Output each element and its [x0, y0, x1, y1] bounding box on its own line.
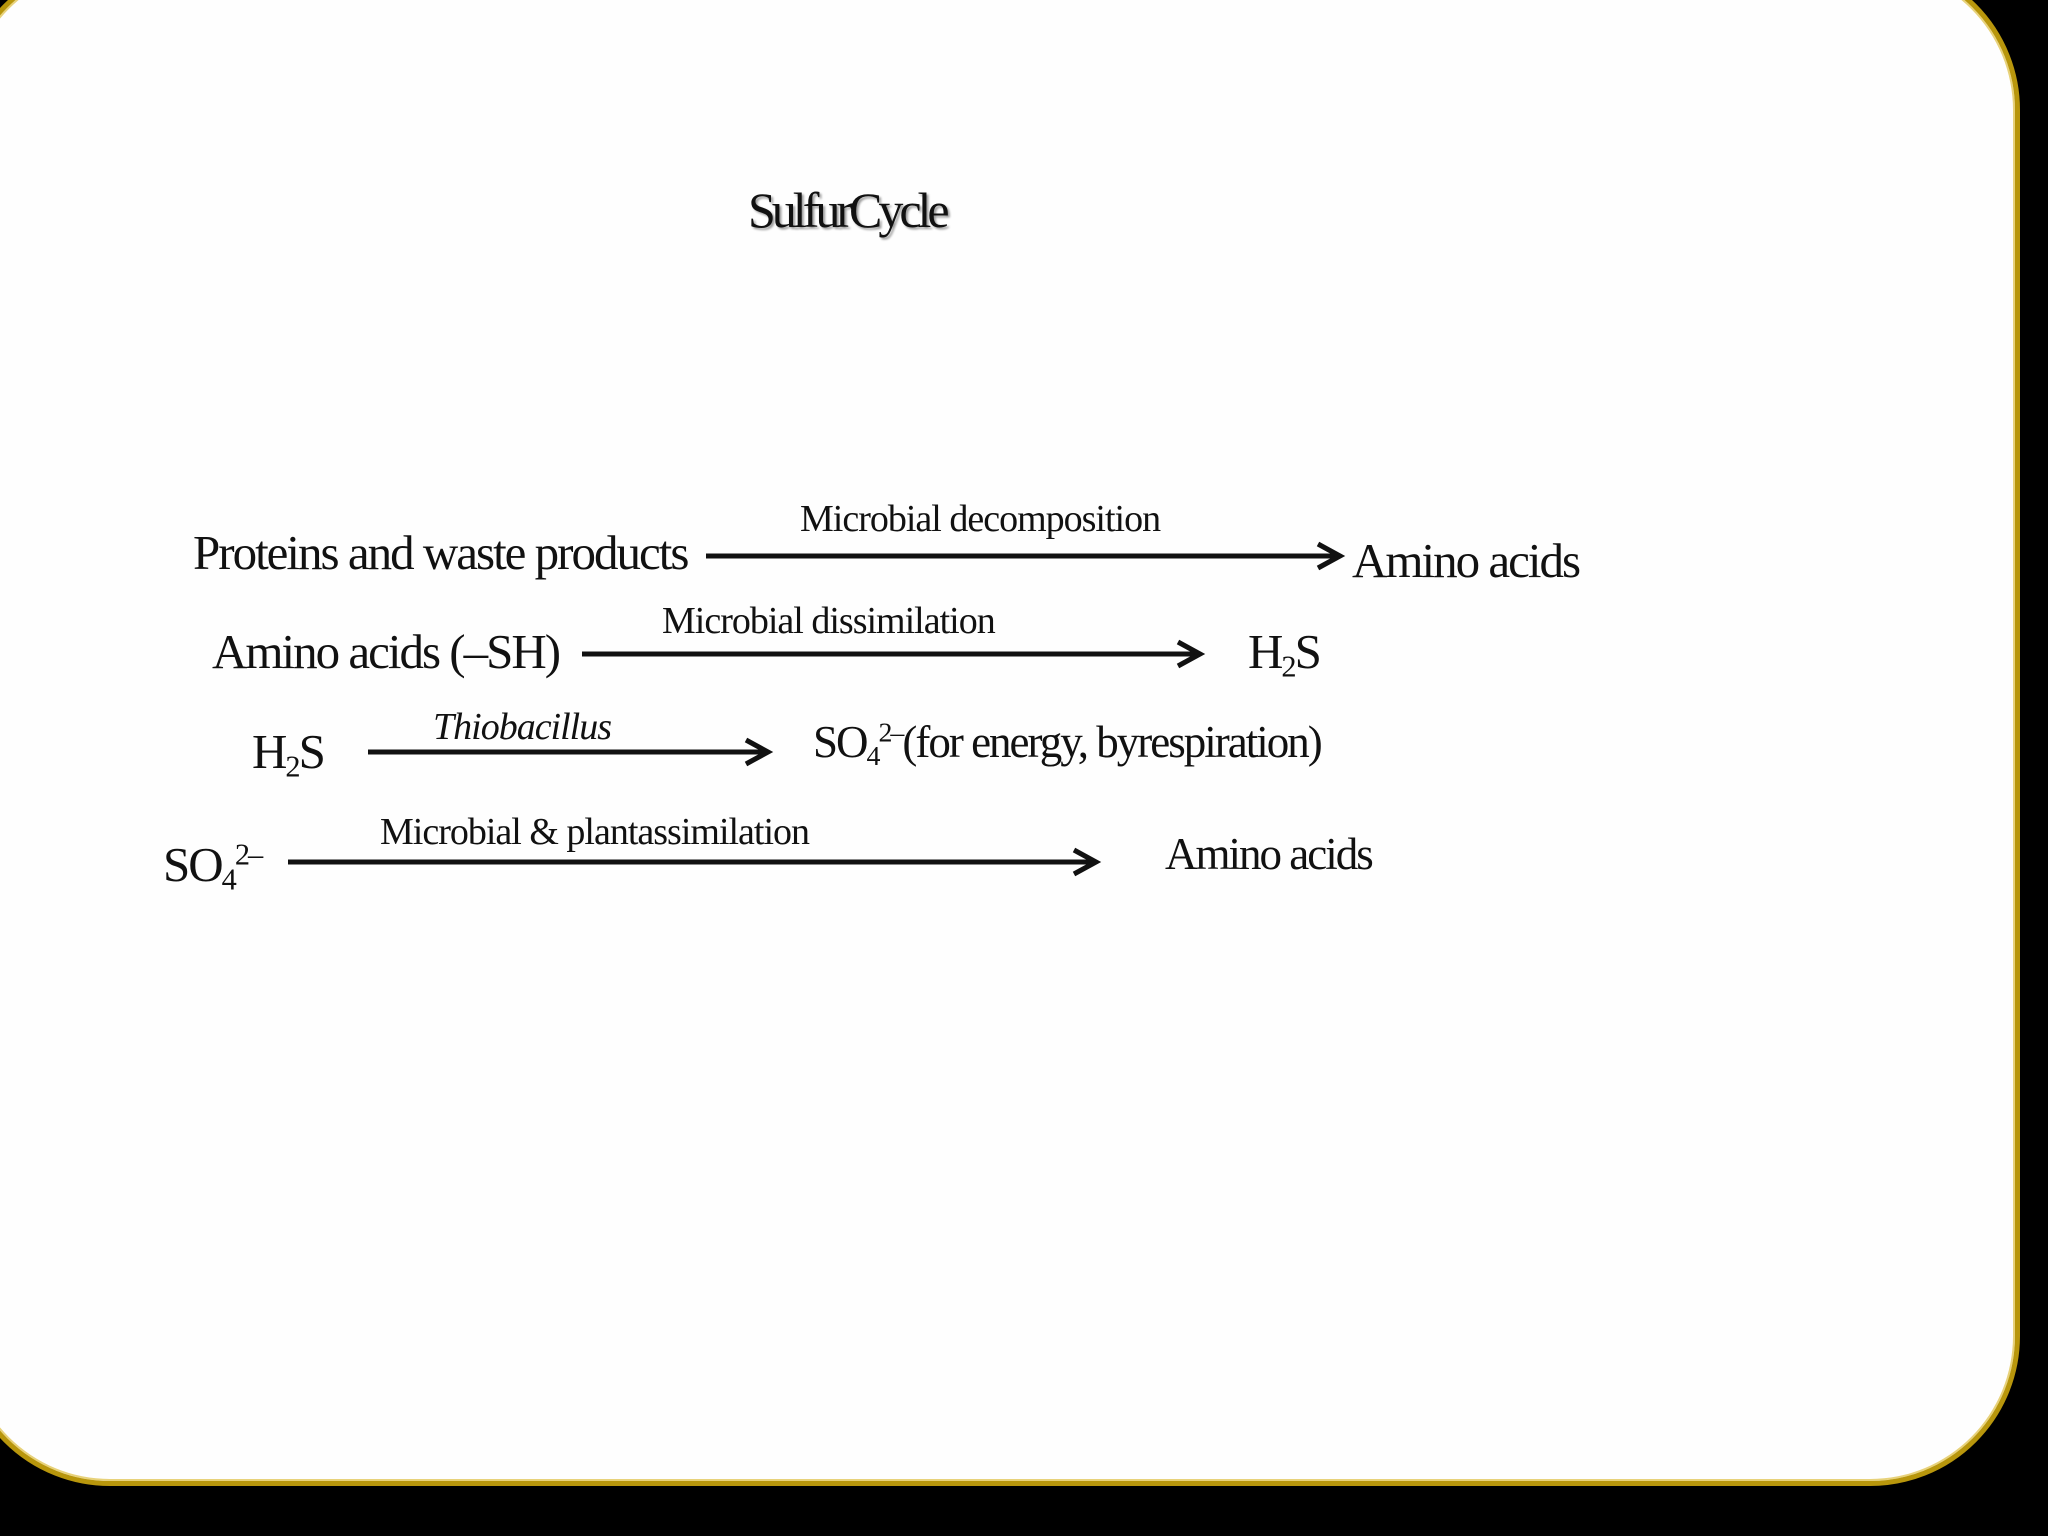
reaction-2-reactant: Amino acids (–SH) — [212, 624, 560, 679]
reaction-1-arrow — [706, 544, 1340, 568]
reaction-2-process: Microbial dissimilation — [662, 600, 995, 642]
reaction-4-arrow — [288, 850, 1096, 874]
reaction-1-reactant: Proteins and waste products — [193, 525, 688, 580]
reaction-1-process: Microbial decomposition — [800, 498, 1161, 540]
slide-title: SulfurCycle — [748, 182, 946, 238]
reaction-2-product: $H_2S$ — [1248, 624, 1320, 684]
reaction-1-product: Amino acids — [1352, 533, 1580, 588]
reaction-4-product: Amino acids — [1165, 829, 1372, 879]
reaction-3-reactant: $H_2S$ — [252, 724, 324, 784]
reaction-3-product: $SO_4^{2-}(for$ energy, byrespiration) — [813, 717, 1321, 772]
reaction-4-reactant: $SO_4^{2-}$ — [163, 837, 262, 897]
reaction-4-process: Microbial & plantassimilation — [380, 811, 810, 853]
reaction-2-arrow — [582, 642, 1200, 666]
reaction-3-arrow — [368, 740, 768, 764]
reaction-3-process: Thiobacillus — [433, 706, 612, 748]
